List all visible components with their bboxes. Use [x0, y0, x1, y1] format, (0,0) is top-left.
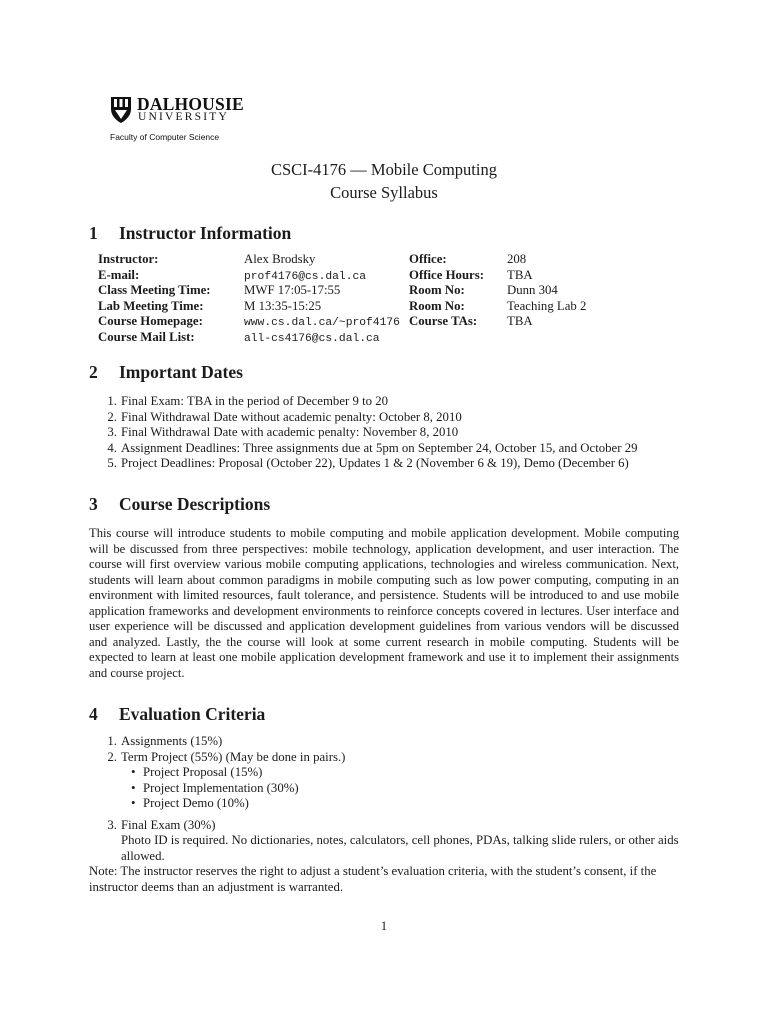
section-number: 4	[89, 704, 98, 724]
page-title	[0, 158, 768, 204]
important-dates-list	[99, 394, 638, 472]
section-number: 1	[89, 223, 98, 243]
info-label: Room No:	[409, 283, 465, 297]
list-item: 5. Project Deadlines: Proposal (October 22), Updates 1 & 2 (November 6 & 19), Demo (December 6)	[107, 456, 629, 470]
info-label: Course Mail List:	[98, 329, 195, 344]
list-item: 1. Assignments (15%)	[107, 734, 223, 748]
course-description: This course will introduce students to mobile computing and mobile application development. Mobile computing will be discussed from three perspectives: mobile technology, application development, and user interaction. The course will first overview various mobile computing applications, technologies and wireless communication. Next, students will learn about common paradigms in mobile computing such as low power computing, computing in an environment with limited resources, fault tolerance, and persistence. Students will be introduced to and use mobile application frameworks and development environments to reinforce concepts covered in lectures. User interface and user experience will be discussed and application development guidelines from various vendors will be discussed and analyzed. Lastly, the the course will look at some current research in mobile computing. Students will be expected to learn at least one mobile application development framework and use it to implement their assignments and course project.	[89, 526, 679, 680]
class-meeting-time: MWF 17:05-17:55	[244, 283, 341, 297]
logo-subword: UNIVERSITY	[138, 111, 229, 123]
lab-meeting-time: M 13:35-15:25	[244, 298, 322, 313]
lab-room-value: Teaching Lab 2	[507, 298, 587, 313]
list-item: 3. Final Withdrawal Date with academic penalty: November 8, 2010	[107, 425, 459, 439]
final-exam-detail: Photo ID is required. No dictionaries, notes, calculators, cell phones, PDAs, talking slide rulers, or other aids allowed.	[121, 833, 679, 863]
instructor-name: Alex Brodsky	[244, 252, 316, 266]
bullet-item: • Project Demo (10%)	[131, 796, 249, 810]
bullet-item: • Project Proposal (15%)	[131, 765, 263, 779]
info-label: Room No:	[409, 298, 465, 313]
evaluation-list	[99, 734, 689, 864]
info-label: Class Meeting Time:	[98, 283, 211, 297]
section-heading-instructor	[89, 222, 291, 244]
course-mail-list[interactable]: all-cs4176@cs.dal.ca	[244, 332, 380, 345]
info-label: Lab Meeting Time:	[98, 298, 204, 313]
section-heading-dates	[89, 361, 243, 383]
instructor-table-left	[98, 252, 211, 345]
crest-icon	[110, 96, 132, 124]
document-subtitle: Course Syllabus	[330, 183, 438, 202]
section-number: 3	[89, 494, 98, 514]
list-item: 4. Assignment Deadlines: Three assignments due at 5pm on September 24, October 15, and October 29	[107, 440, 638, 455]
instructor-email[interactable]: prof4176@cs.dal.ca	[244, 270, 367, 283]
course-homepage-link[interactable]: www.cs.dal.ca/~prof4176	[244, 317, 400, 329]
instructor-table-left-values	[244, 252, 400, 345]
info-label: Office Hours:	[409, 267, 484, 282]
info-label: Course TAs:	[409, 314, 478, 328]
instructor-table-right	[409, 252, 484, 330]
bullet-item: • Project Implementation (30%)	[131, 780, 299, 795]
info-label: E-mail:	[98, 267, 140, 282]
section-heading-description	[89, 493, 270, 515]
office-value: 208	[507, 252, 527, 266]
info-label: Course Homepage:	[98, 314, 203, 328]
course-title: CSCI-4176 — Mobile Computing	[271, 160, 497, 179]
section-title: Instructor Information	[119, 223, 292, 243]
section-title: Evaluation Criteria	[119, 704, 266, 724]
dalhousie-logo	[107, 96, 267, 146]
section-heading-evaluation	[89, 703, 265, 725]
section-title: Important Dates	[119, 362, 243, 382]
faculty-name: Faculty of Computer Science	[110, 132, 220, 142]
list-item: 2. Final Withdrawal Date without academic penalty: October 8, 2010	[107, 409, 462, 424]
page-number: 1	[380, 919, 388, 933]
office-hours-value: TBA	[507, 267, 533, 282]
info-label: Instructor:	[98, 252, 159, 266]
room-value: Dunn 304	[507, 283, 558, 297]
info-label: Office:	[409, 252, 447, 266]
section-title: Course Descriptions	[119, 494, 271, 514]
section-number: 2	[89, 362, 98, 382]
instructor-table-right-values	[507, 252, 586, 330]
logo-wordmark: DALHOUSIE	[137, 94, 244, 114]
list-item: 1. Final Exam: TBA in the period of December 9 to 20	[107, 394, 389, 408]
list-item: 2. Term Project (55%) (May be done in pairs.)	[107, 749, 346, 764]
list-item: 3. Final Exam (30%)	[107, 817, 216, 832]
course-tas-value: TBA	[507, 314, 533, 328]
evaluation-note: Note: The instructor reserves the right to adjust a student’s evaluation criteria, with the student’s consent, if the instructor deems than an adjustment is warranted.	[89, 864, 657, 894]
